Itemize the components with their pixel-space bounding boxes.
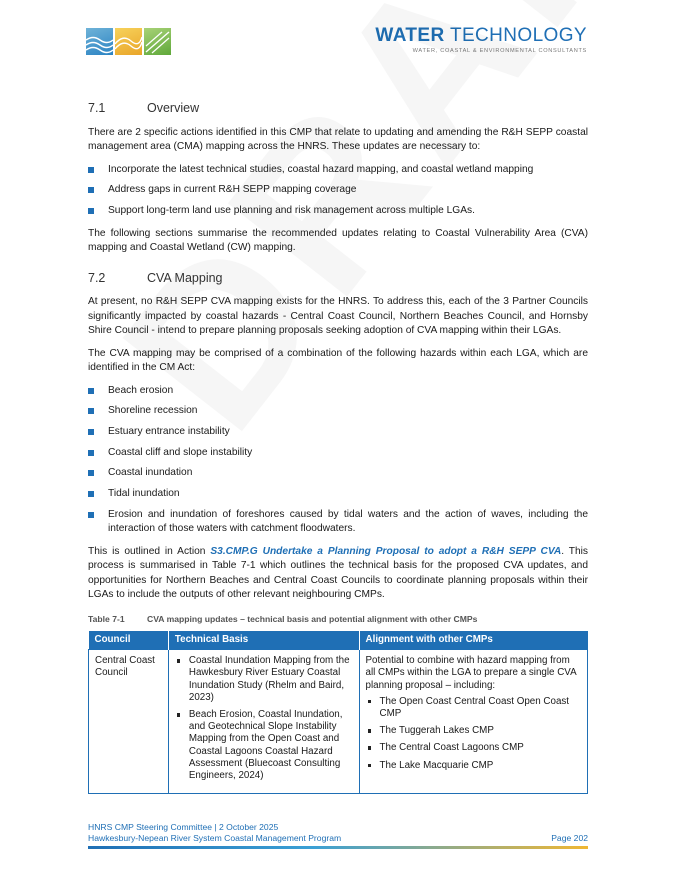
table-caption: Table 7-1 CVA mapping updates – technical basis and potential alignment with other CMPs bbox=[88, 613, 478, 624]
alignment-cell bbox=[359, 650, 587, 794]
list-item: Address gaps in current R&H SEPP mapping coverage bbox=[88, 183, 588, 197]
list-item: Beach erosion bbox=[88, 384, 588, 398]
footer-line-2: Hawkesbury-Nepean River System Coastal Management Program bbox=[88, 833, 342, 844]
document-body bbox=[88, 100, 588, 794]
hazard-bullet-list bbox=[88, 384, 588, 537]
list-item: The Lake Macquarie CMP bbox=[366, 760, 581, 772]
section-heading-cva-mapping: 7.2 CVA Mapping bbox=[88, 270, 223, 285]
list-item: Coastal inundation bbox=[88, 466, 588, 480]
column-header: Council bbox=[89, 631, 169, 650]
alignment-intro: Potential to combine with hazard mapping from all CMPs within the LGA to prepare a single CVA planning proposal – including: bbox=[365, 655, 577, 691]
list-item: Shoreline recession bbox=[88, 404, 588, 418]
technical-basis-cell bbox=[168, 650, 359, 794]
council-cell: Central Coast Council bbox=[89, 650, 169, 794]
footer-line-1: HNRS CMP Steering Committee | 2 October 2025 bbox=[88, 822, 279, 832]
coastal-wave-icon bbox=[115, 28, 142, 55]
list-item: Tidal inundation bbox=[88, 487, 588, 501]
environment-leaf-icon bbox=[144, 28, 171, 55]
list-item: The Open Coast Central Coast Open Coast CMP bbox=[366, 696, 581, 720]
cva-paragraph-1: At present, no R&H SEPP CVA mapping exists for the HNRS. To address this, each of the 3 Partner Councils significantly impacted by coastal hazards - Central Coast Council, Northern Beaches Council, and Hornsby Shire Council - intend to prepare planning proposals seeking adoption of CVA mapping within their LGAs. bbox=[88, 296, 588, 337]
water-wave-icon bbox=[86, 28, 113, 55]
list-item: Estuary entrance instability bbox=[88, 425, 588, 439]
footer-divider bbox=[88, 846, 588, 849]
list-item: Coastal Inundation Mapping from the Hawkesbury River Estuary Coastal Inundation Study (Rhelm and Baird, 2023) bbox=[175, 655, 353, 704]
action-link[interactable]: S3.CMP.G Undertake a Planning Proposal to adopt a R&H SEPP CVA bbox=[210, 545, 562, 557]
list-item: Incorporate the latest technical studies, coastal hazard mapping, and coastal wetland mapping bbox=[88, 163, 588, 177]
list-item: Coastal cliff and slope instability bbox=[88, 446, 588, 460]
list-item: Beach Erosion, Coastal Inundation, and Geotechnical Slope Instability Mapping from the Open Coast and Coastal Lagoons Coastal Hazard Assessment (Bluecoast Consulting Engineers, 2024) bbox=[175, 709, 353, 782]
overview-bullet-list bbox=[88, 163, 588, 219]
section-heading-overview: 7.1 Overview bbox=[88, 101, 200, 115]
list-item: Support long-term land use planning and risk management across multiple LGAs. bbox=[88, 204, 588, 218]
page-number: Page 202 bbox=[551, 833, 588, 844]
cva-paragraph-2: The CVA mapping may be comprised of a combination of the following hazards within each LGA, which are identified in the CM Act: bbox=[88, 347, 588, 374]
brand-name: WATER TECHNOLOGY bbox=[375, 25, 587, 46]
cva-mapping-table bbox=[88, 631, 588, 795]
overview-intro: There are 2 specific actions identified in this CMP that relate to updating and amending the R&H SEPP coastal management area (CMA) mapping across the HNRS. These updates are necessary to: bbox=[88, 126, 588, 153]
list-item: Erosion and inundation of foreshores caused by tidal waters and the action of waves, including the interaction of those waters with catchment floodwaters. bbox=[88, 508, 588, 537]
list-item: The Central Coast Lagoons CMP bbox=[366, 742, 581, 754]
column-header: Alignment with other CMPs bbox=[359, 631, 587, 650]
table-row bbox=[89, 650, 588, 794]
brand-tagline: WATER, COASTAL & ENVIRONMENTAL CONSULTANTS bbox=[412, 47, 587, 54]
table-header-row bbox=[89, 631, 588, 650]
cva-paragraph-3: This is outlined in Action S3.CMP.G Undertake a Planning Proposal to adopt a R&H SEPP CVA. This process is summarised in Table 7-1 which outlines the technical basis for the proposed CVA updates, and opportunities for Northern Beaches and Central Coast Councils to coordinate planning proposals within their LGAs to include the outputs of other relevant neighbouring CMPs. bbox=[88, 545, 588, 601]
column-header: Technical Basis bbox=[168, 631, 359, 650]
overview-outro: The following sections summarise the recommended updates relating to Coastal Vulnerability Area (CVA) mapping and Coastal Wetland (CW) mapping. bbox=[88, 227, 588, 254]
list-item: The Tuggerah Lakes CMP bbox=[366, 725, 581, 737]
page-footer bbox=[88, 822, 588, 844]
company-brand bbox=[375, 26, 587, 56]
company-logo-tiles bbox=[86, 28, 171, 55]
